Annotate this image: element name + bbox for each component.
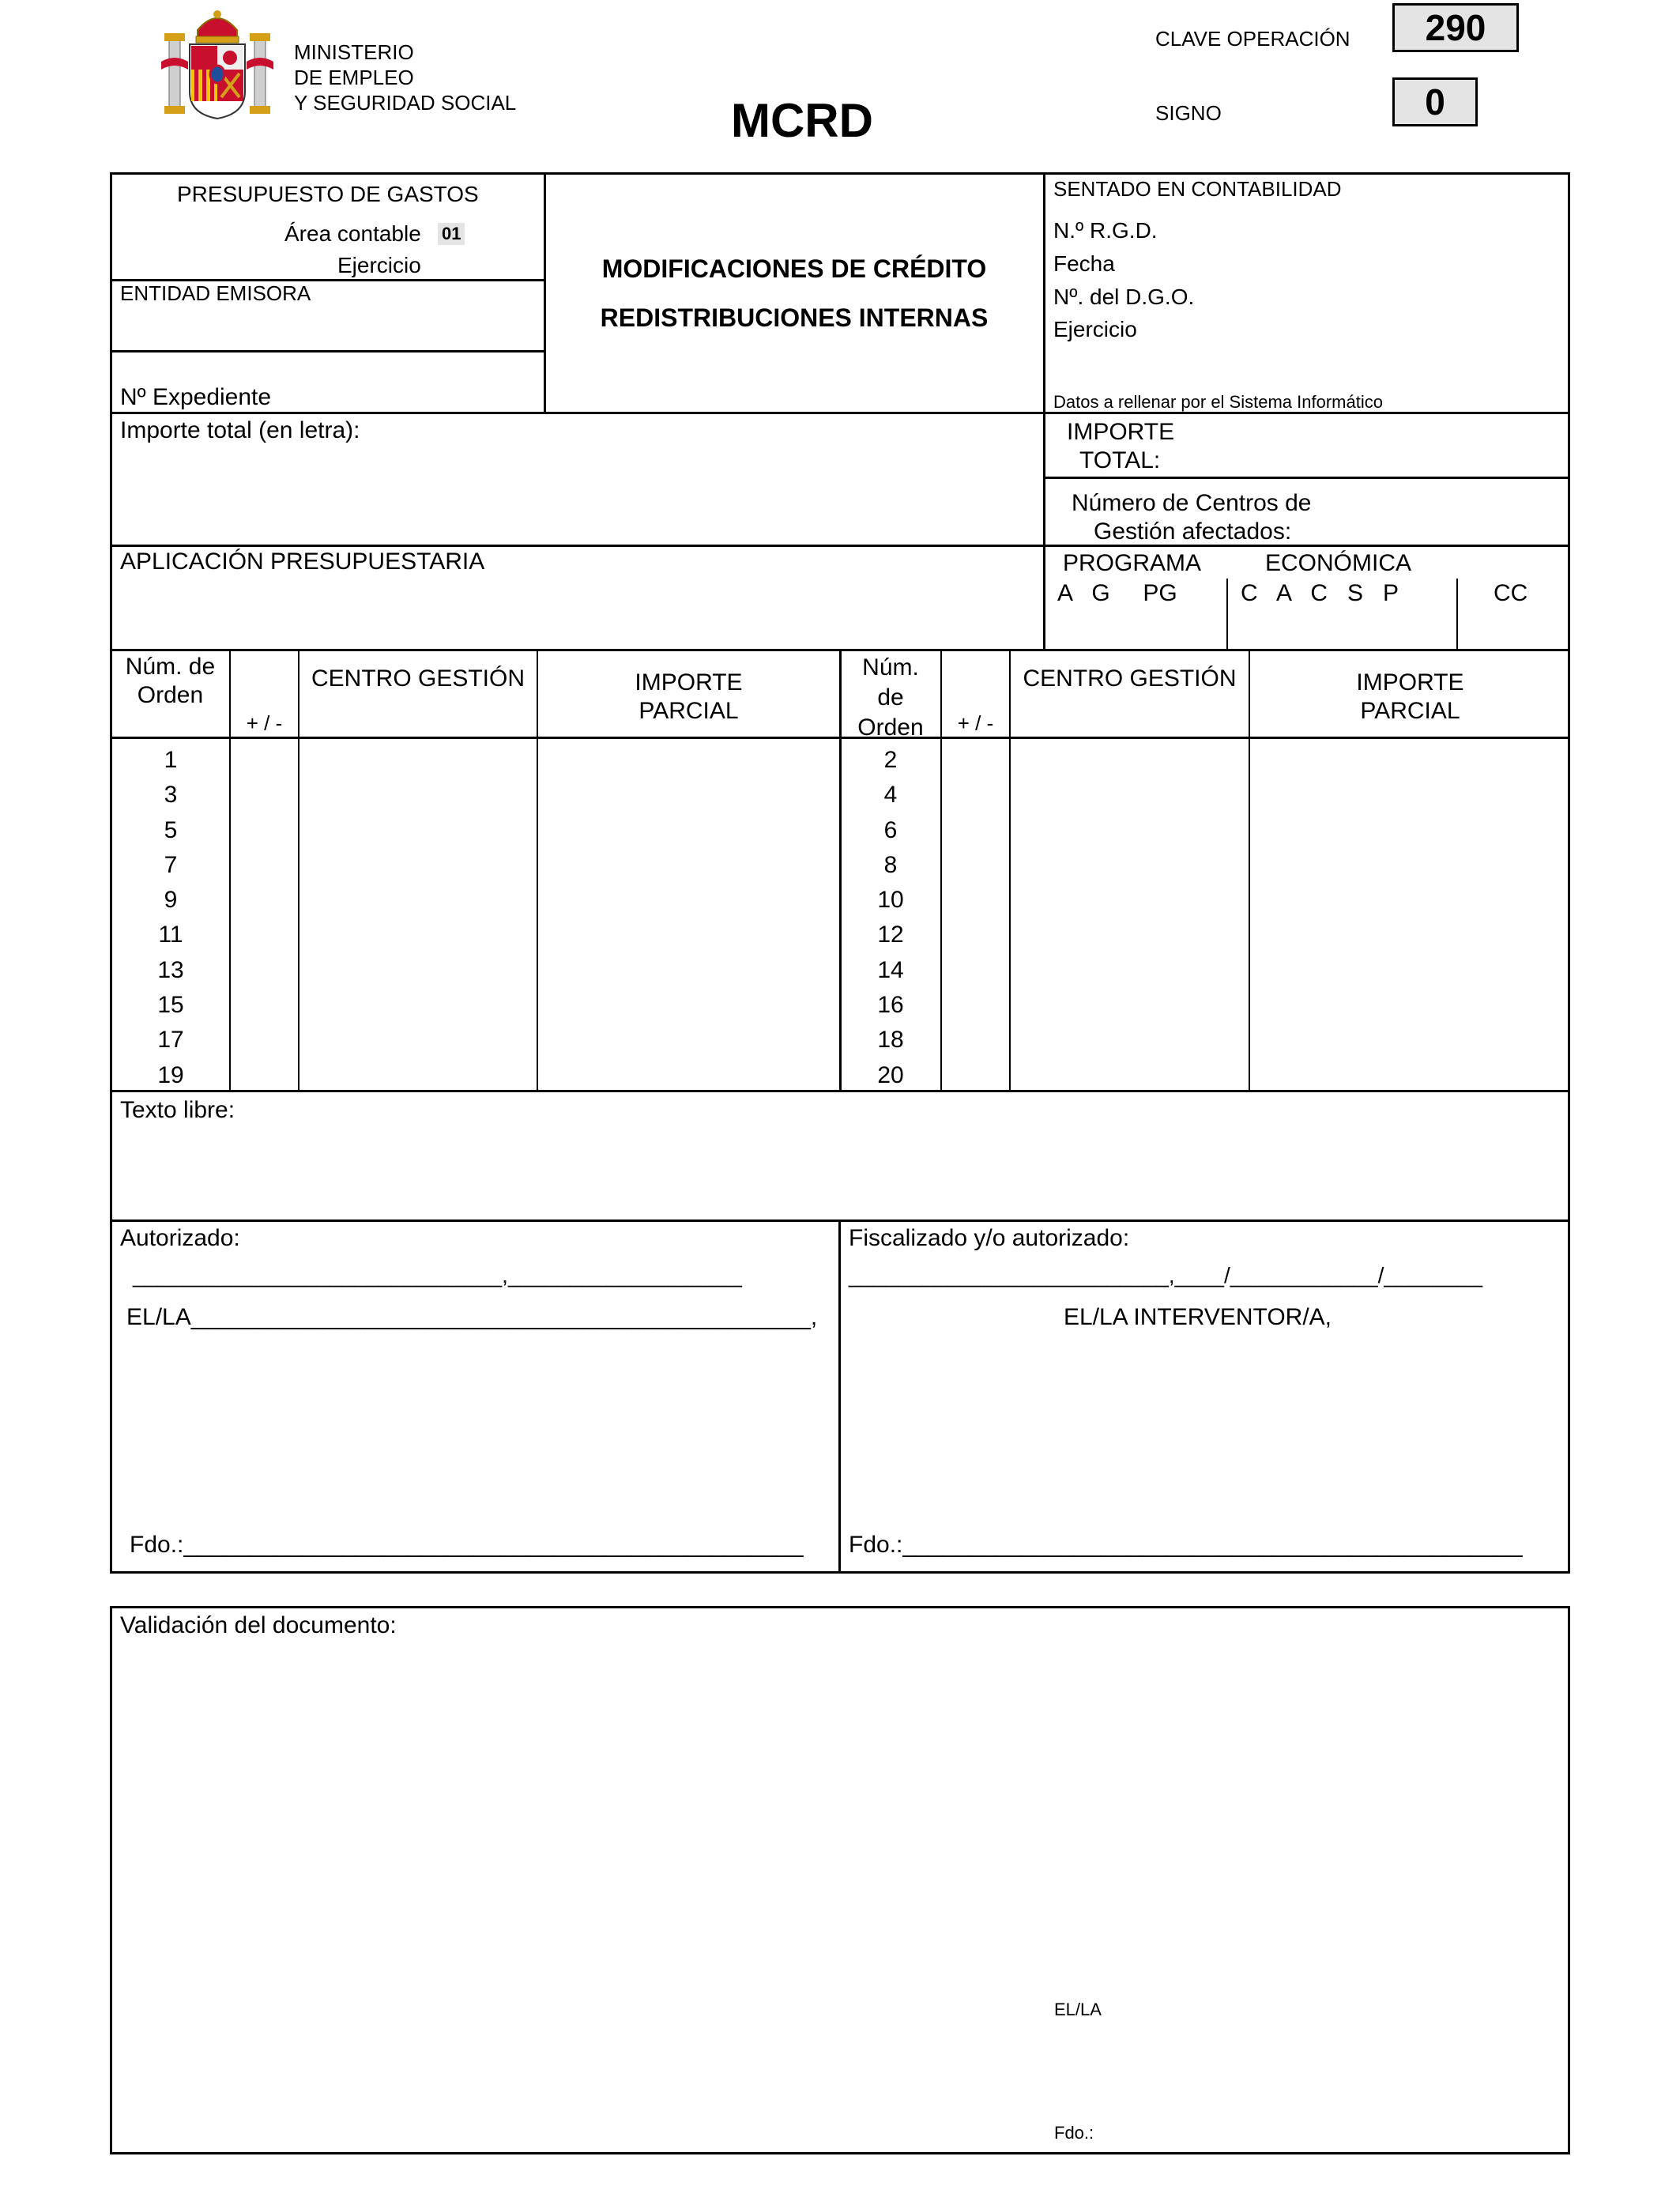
importe-total-label-1: IMPORTE — [1067, 419, 1175, 445]
validacion-label: Validación del documento: — [120, 1612, 397, 1638]
ministry-line-3: Y SEGURIDAD SOCIAL — [294, 91, 517, 115]
form-title-line-2: REDISTRIBUCIONES INTERNAS — [600, 303, 989, 332]
importe-parcial-header-left — [538, 669, 839, 726]
divider-entidad — [110, 350, 545, 352]
signo-label: SIGNO — [1155, 101, 1222, 125]
row-number: 5 — [164, 816, 178, 843]
col-divider-6 — [1009, 649, 1011, 1091]
row-number: 16 — [877, 992, 904, 1019]
divider-aplicacion-codes — [1043, 545, 1045, 651]
divider-importe-total — [1043, 477, 1570, 479]
divider-firmas-middle — [838, 1220, 841, 1574]
autorizado-label: Autorizado: — [120, 1225, 240, 1251]
divider-prog-econ — [1226, 579, 1228, 651]
aplicacion-label: APLICACIÓN PRESUPUESTARIA — [120, 548, 485, 575]
rgd-label: N.º R.G.D. — [1053, 218, 1158, 243]
num-orden-left-line-1: Núm. de — [125, 654, 216, 680]
programa-label: PROGRAMA — [1063, 550, 1202, 576]
row-number: 20 — [877, 1061, 904, 1088]
fiscalizado-fdo-line[interactable]: Fdo.:_______________________________________________ — [849, 1532, 1523, 1558]
expediente-label: Nº Expediente — [120, 384, 272, 410]
fiscalizado-place-date-line[interactable]: __________________________,____/____________/________ — [849, 1263, 1482, 1287]
divider-aplicacion — [110, 545, 1570, 547]
form-title-line-1: MODIFICACIONES DE CRÉDITO — [601, 254, 987, 283]
row-number: 8 — [883, 851, 898, 878]
row-number: 18 — [877, 1027, 904, 1054]
contabilidad-heading: SENTADO EN CONTABILIDAD — [1053, 177, 1342, 201]
clave-operacion-label: CLAVE OPERACIÓN — [1155, 27, 1350, 51]
validacion-frame — [110, 1606, 1570, 2154]
signo-header-left: + / - — [246, 711, 283, 735]
importe-parcial-right-line-2: PARCIAL — [1360, 698, 1460, 724]
divider-left-title — [544, 172, 546, 414]
centros-label-1: Número de Centros de — [1072, 490, 1312, 516]
divider-title-contab — [1043, 172, 1045, 545]
row-number: 6 — [883, 816, 898, 843]
row-numbers-left — [115, 743, 226, 1093]
row-numbers-right — [841, 743, 940, 1093]
programa-columns: A G PG — [1057, 580, 1177, 606]
row-number: 10 — [877, 887, 904, 914]
num-orden-header-right — [841, 653, 940, 743]
contab-ejercicio-label: Ejercicio — [1053, 317, 1137, 341]
form-code: MCRD — [731, 94, 873, 147]
num-orden-left-line-2: Orden — [137, 682, 204, 708]
autorizado-fdo-line[interactable]: Fdo.:_______________________________________________ — [130, 1532, 804, 1558]
row-number: 13 — [157, 956, 184, 983]
num-orden-right-line-1: Núm. — [862, 654, 919, 680]
row-number: 2 — [883, 747, 898, 773]
coat-of-arms-icon — [158, 6, 277, 123]
num-orden-right-line-2: de — [877, 684, 904, 711]
area-contable-label: Área contable — [284, 221, 421, 246]
cc-label: CC — [1494, 580, 1528, 606]
row-number: 9 — [164, 887, 178, 914]
divider-econ-cc — [1456, 579, 1458, 651]
row-number: 4 — [883, 782, 898, 809]
col-divider-2 — [298, 649, 299, 1091]
autorizado-el-la-line[interactable]: EL/LA_______________________________________________, — [126, 1304, 818, 1330]
ministry-name — [294, 40, 516, 115]
importe-parcial-left-line-2: PARCIAL — [638, 698, 739, 724]
entidad-emisora-label: ENTIDAD EMISORA — [120, 281, 311, 305]
validacion-fdo: Fdo.: — [1054, 2123, 1094, 2143]
row-number: 1 — [164, 747, 178, 773]
row-number: 17 — [157, 1027, 184, 1054]
fiscalizado-label: Fiscalizado y/o autorizado: — [849, 1225, 1130, 1251]
row-number: 7 — [164, 851, 178, 878]
ministry-line-2: DE EMPLEO — [294, 66, 414, 89]
interventor-label: EL/LA INTERVENTOR/A, — [1064, 1304, 1332, 1330]
validacion-el-la: EL/LA — [1054, 2000, 1102, 2019]
signo-value: 0 — [1392, 77, 1478, 126]
importe-letra-label: Importe total (en letra): — [120, 417, 360, 443]
economica-label: ECONÓMICA — [1265, 550, 1412, 576]
importe-parcial-left-line-1: IMPORTE — [635, 669, 743, 696]
num-orden-header-left — [111, 653, 229, 710]
centro-gestion-header-right: CENTRO GESTIÓN — [1023, 665, 1237, 692]
sistema-informatico-note: Datos a rellenar por el Sistema Informático — [1053, 392, 1383, 412]
ejercicio-label: Ejercicio — [337, 253, 421, 277]
area-contable-value[interactable]: 01 — [438, 223, 465, 245]
importe-total-label-2: TOTAL: — [1079, 447, 1161, 473]
centro-gestion-header-left: CENTRO GESTIÓN — [311, 665, 525, 692]
num-orden-right-line-3: Orden — [857, 714, 924, 741]
row-number: 19 — [157, 1061, 184, 1088]
dgo-label: Nº. del D.G.O. — [1053, 285, 1195, 309]
signo-header-right: + / - — [957, 711, 994, 735]
row-number: 11 — [158, 922, 183, 948]
row-number: 14 — [877, 956, 904, 983]
texto-libre-field[interactable] — [112, 1130, 1568, 1217]
row-number: 3 — [164, 782, 178, 809]
presupuesto-label: PRESUPUESTO DE GASTOS — [177, 182, 479, 206]
fecha-label: Fecha — [1053, 251, 1115, 276]
texto-libre-label: Texto libre: — [120, 1097, 235, 1123]
importe-parcial-right-line-1: IMPORTE — [1356, 669, 1464, 696]
clave-operacion-value: 290 — [1392, 3, 1519, 52]
economica-columns: C A C S P — [1241, 580, 1399, 606]
row-number: 15 — [157, 992, 184, 1019]
autorizado-place-date-line[interactable]: ______________________________,___________________ — [133, 1263, 742, 1287]
centros-label-2: Gestión afectados: — [1094, 518, 1292, 545]
ministry-line-1: MINISTERIO — [294, 40, 414, 64]
row-number: 12 — [877, 922, 904, 948]
importe-parcial-header-right — [1250, 669, 1570, 726]
